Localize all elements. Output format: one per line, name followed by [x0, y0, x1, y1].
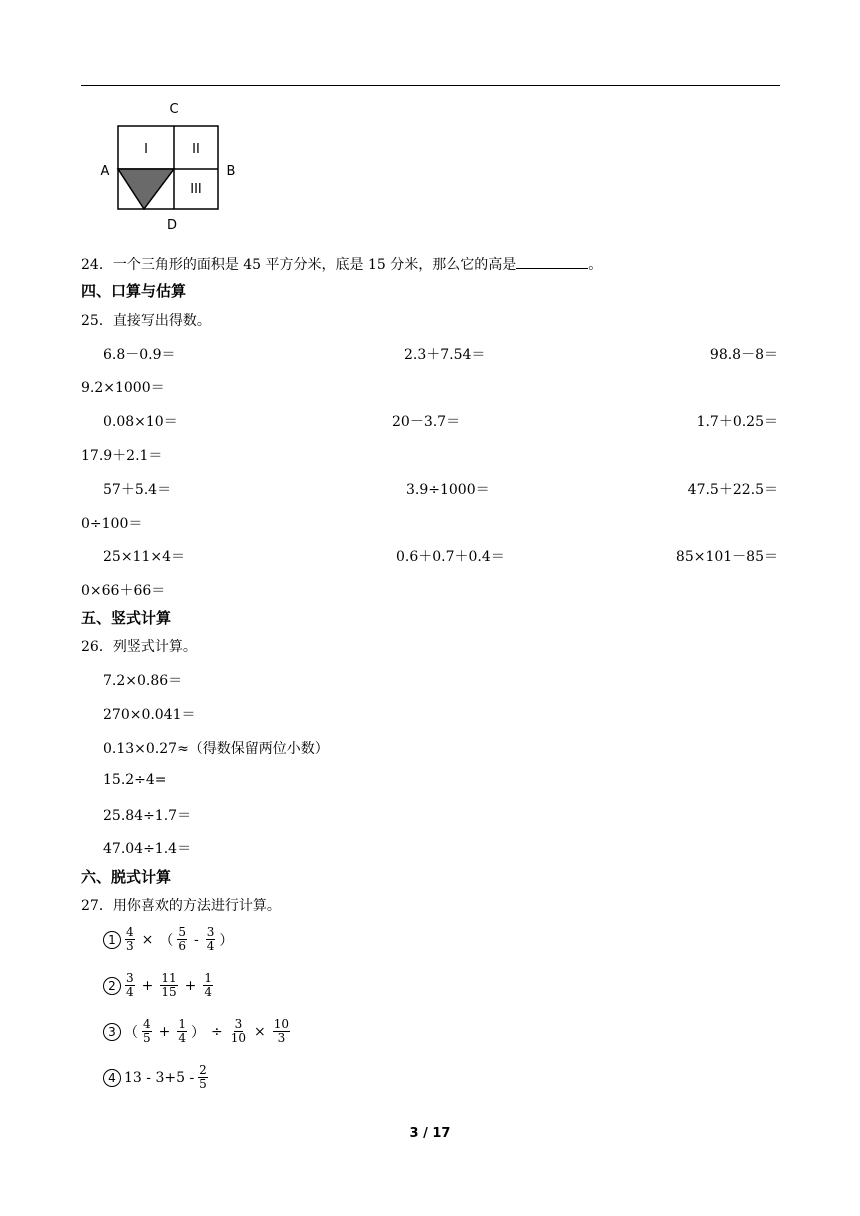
q26-item-6: 47.04÷1.4＝ [103, 841, 192, 857]
question-27-prompt: 27．用你喜欢的方法进行计算。 [81, 898, 281, 914]
q25-r3-c1: 57＋5.4＝ [103, 482, 172, 498]
fraction: $\frac{4}{3}$ [126, 925, 134, 953]
expression-text: 13 - 3+5 - [124, 1069, 195, 1086]
cell-label-2: II [192, 142, 200, 157]
cell-label-1: I [144, 142, 148, 157]
question-24-text: 24．一个三角形的面积是 45 平方分米，底是 15 分米，那么它的高是 [81, 257, 517, 273]
left-paren: （ [124, 1024, 138, 1041]
fraction: $\frac{1}{4}$ [178, 1017, 187, 1045]
q25-r1-c3: 98.8－8＝ [709, 347, 778, 363]
q25-r2-c2: 20－3.7＝ [392, 414, 461, 430]
q25-r3-c3: 47.5＋22.5＝ [687, 482, 778, 498]
q25-r1-c2: 2.3＋7.54＝ [404, 347, 486, 363]
question-26-prompt: 26．列竖式计算。 [81, 639, 197, 655]
q25-r4-c2: 0.6＋0.7＋0.4＝ [396, 549, 505, 565]
section-5-heading: 五、竖式计算 [81, 609, 172, 627]
q27-expression-4 [103, 1064, 209, 1091]
minus-sign: - [194, 931, 199, 948]
q25-r3-c2: 3.9÷1000＝ [406, 482, 490, 498]
plus-sign: + [141, 977, 154, 994]
q25-r4-c4: 0×66＋66＝ [81, 583, 166, 599]
right-paren: ） [219, 932, 234, 949]
q27-expression-2 [103, 972, 214, 999]
fraction: $\frac{3}{4}$ [206, 925, 215, 953]
left-paren: （ [159, 932, 174, 949]
q27-expression-3 [103, 1018, 291, 1045]
fraction: $\frac{3}{10}$ [230, 1017, 247, 1045]
right-paren: ） [191, 1024, 206, 1041]
label-d: D [166, 218, 178, 233]
page-number: 3 / 17 [409, 1126, 451, 1141]
divide-sign: ÷ [211, 1023, 223, 1040]
q25-r4-c1: 25×11×4＝ [103, 549, 185, 565]
item-number-1: 1 [103, 931, 121, 949]
q25-r3-c4: 0÷100＝ [81, 516, 143, 532]
question-24-suffix: 。 [588, 257, 603, 273]
fraction: $\frac{4}{5}$ [143, 1017, 151, 1045]
answer-blank[interactable] [516, 256, 588, 269]
q26-item-1: 7.2×0.86＝ [103, 673, 183, 689]
cell-label-3: III [190, 182, 202, 197]
header-rule [81, 85, 780, 86]
q26-item-3: 0.13×0.27≈（得数保留两位小数） [103, 741, 329, 757]
fraction: $\frac{1}{4}$ [204, 971, 213, 999]
q25-r1-c4: 9.2×1000＝ [81, 380, 165, 396]
section-6-heading: 六、脱式计算 [81, 868, 172, 886]
q25-r4-c3: 85×101－85＝ [675, 549, 778, 565]
q25-r2-c4: 17.9＋2.1＝ [81, 448, 163, 464]
q25-r2-c3: 1.7＋0.25＝ [696, 414, 778, 430]
q25-r2-c1: 0.08×10＝ [103, 414, 178, 430]
item-number-2: 2 [103, 977, 121, 995]
plus-sign: + [184, 977, 197, 994]
q25-r1-c1: 6.8－0.9＝ [103, 347, 176, 363]
fraction: $\frac{3}{4}$ [126, 971, 134, 999]
fraction: $\frac{5}{6}$ [178, 925, 187, 953]
question-24 [81, 254, 602, 274]
label-a: A [100, 164, 110, 179]
times-sign: × [141, 931, 154, 948]
q26-item-4: 15.2÷4= [103, 772, 167, 788]
label-b: B [226, 164, 236, 179]
fraction: $\frac{10}{3}$ [273, 1017, 290, 1045]
rectangle-triangle-diagram [95, 95, 245, 235]
item-number-3: 3 [103, 1023, 121, 1041]
fraction: $\frac{11}{15}$ [161, 971, 177, 999]
section-4-heading: 四、口算与估算 [81, 282, 187, 300]
plus-sign: + [158, 1023, 171, 1040]
label-c: C [169, 102, 179, 117]
times-sign: × [254, 1023, 266, 1040]
geometry-figure [95, 95, 245, 235]
item-number-4: 4 [103, 1069, 121, 1087]
question-25-prompt: 25．直接写出得数。 [81, 313, 211, 329]
q26-item-5: 25.84÷1.7＝ [103, 808, 192, 824]
q27-expression-1 [103, 926, 233, 953]
q26-item-2: 270×0.041＝ [103, 707, 196, 723]
fraction: $\frac{2}{5}$ [199, 1063, 207, 1091]
